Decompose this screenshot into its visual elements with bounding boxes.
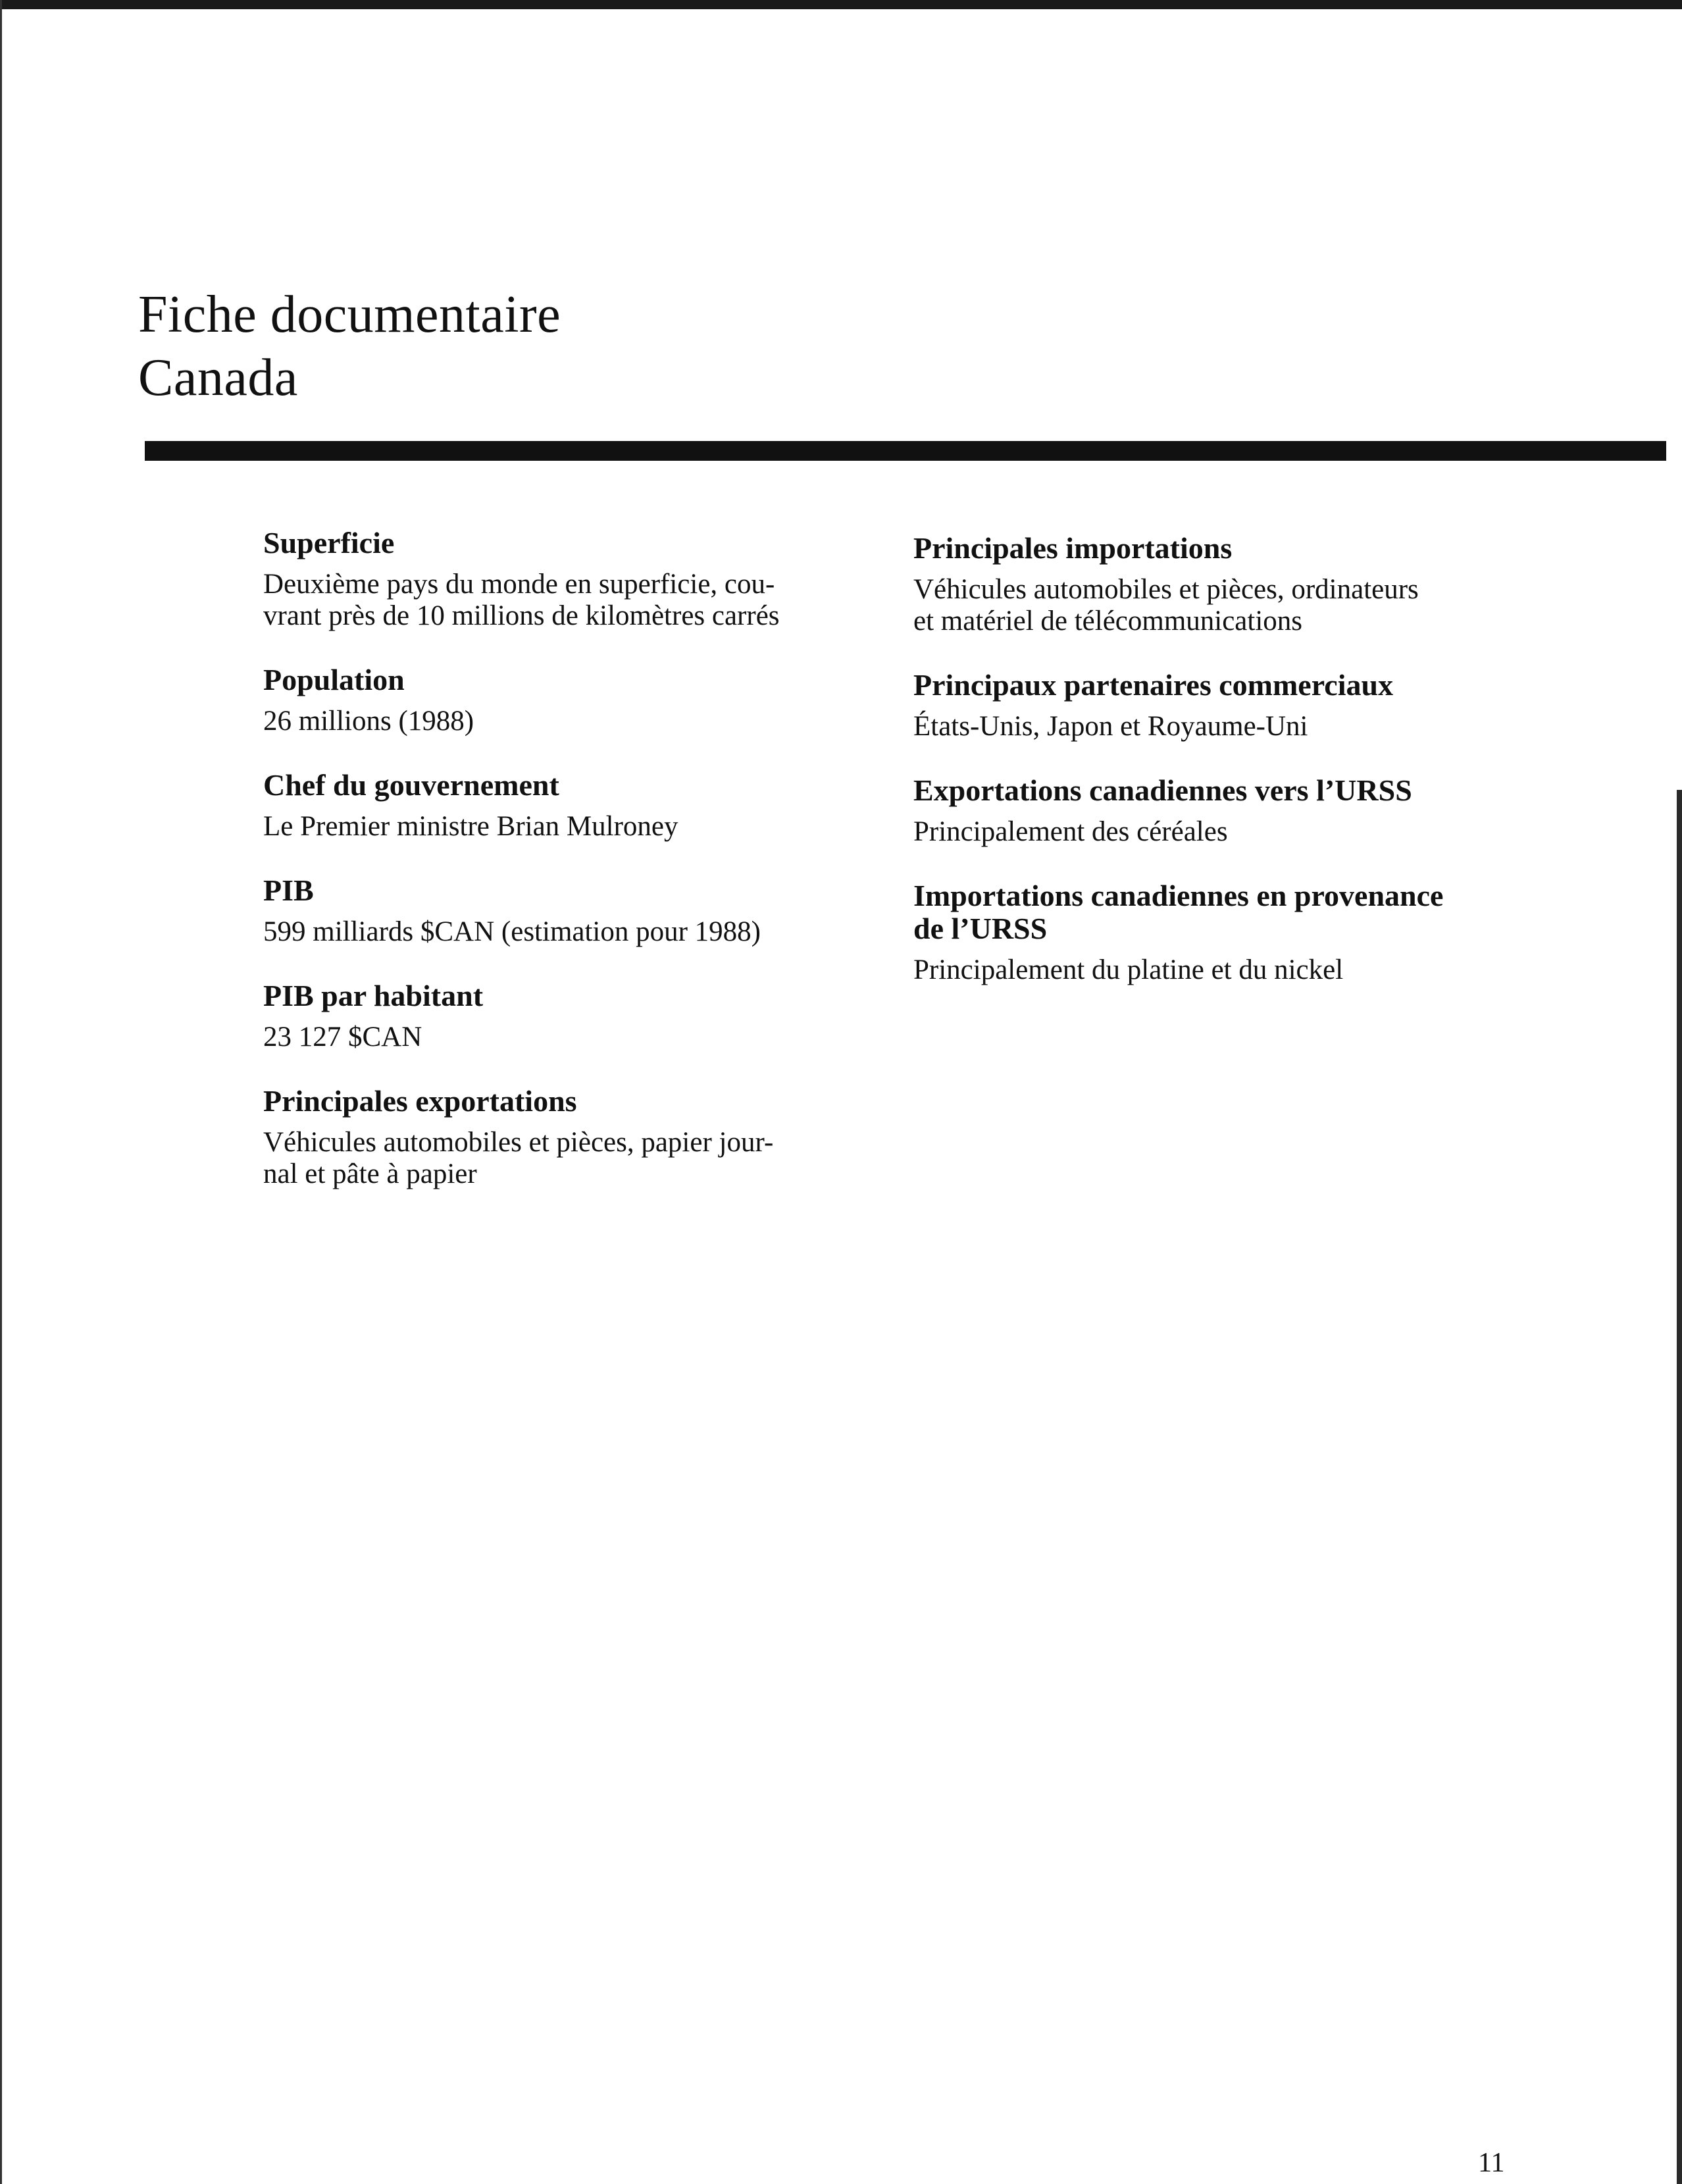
entry-heading: Chef du gouvernement bbox=[263, 768, 559, 802]
entry-pib bbox=[263, 874, 895, 948]
entry-text: 599 milliards $CAN (estimation pour 1988) bbox=[263, 916, 761, 947]
right-page-edge bbox=[1677, 790, 1682, 2184]
title-line-2: Canada bbox=[138, 349, 298, 407]
entry-text: 26 millions (1988) bbox=[263, 706, 474, 737]
entry-exportations-urss bbox=[913, 774, 1598, 848]
top-border bbox=[0, 0, 1682, 9]
entry-principales-importations bbox=[913, 532, 1598, 637]
entry-text: États-Unis, Japon et Royaume-Uni bbox=[913, 711, 1308, 742]
right-column bbox=[913, 532, 1598, 1018]
entry-superficie bbox=[263, 527, 895, 632]
entry-text: Véhicules automobiles et pièces, papier jour- bbox=[263, 1127, 774, 1158]
entry-importations-urss bbox=[913, 879, 1598, 986]
title-line-1: Fiche documentaire bbox=[138, 286, 561, 344]
entry-heading: Superficie bbox=[263, 526, 395, 559]
entry-text: Principalement des céréales bbox=[913, 816, 1228, 847]
entry-heading: Principales exportations bbox=[263, 1084, 577, 1118]
entry-text: nal et pâte à papier bbox=[263, 1158, 477, 1189]
entry-pib-par-habitant bbox=[263, 979, 895, 1053]
header-rule bbox=[145, 441, 1666, 461]
page-number: 11 bbox=[1478, 2148, 1505, 2178]
page-title bbox=[138, 283, 1059, 409]
entry-heading-line-2: de l’URSS bbox=[913, 912, 1048, 945]
entry-population bbox=[263, 663, 895, 737]
entry-heading: Exportations canadiennes vers l’URSS bbox=[913, 773, 1412, 807]
entry-principales-exportations bbox=[263, 1085, 895, 1190]
entry-text: Principalement du platine et du nickel bbox=[913, 954, 1344, 985]
entry-heading: PIB bbox=[263, 873, 314, 907]
left-column bbox=[263, 527, 895, 1222]
entry-text: Deuxième pays du monde en superficie, cou- bbox=[263, 569, 775, 600]
entry-text: 23 127 $CAN bbox=[263, 1022, 422, 1053]
entry-principaux-partenaires bbox=[913, 669, 1598, 742]
entry-text: Véhicules automobiles et pièces, ordinateurs bbox=[913, 574, 1419, 605]
entry-text: et matériel de télécommunications bbox=[913, 606, 1303, 637]
entry-text: vrant près de 10 millions de kilomètres carrés bbox=[263, 600, 780, 631]
entry-heading: PIB par habitant bbox=[263, 979, 484, 1012]
left-page-edge bbox=[0, 0, 2, 2184]
entry-heading: Population bbox=[263, 663, 405, 696]
entry-heading: Principales importations bbox=[913, 531, 1233, 565]
entry-heading: Principaux partenaires commerciaux bbox=[913, 668, 1394, 702]
entry-text: Le Premier ministre Brian Mulroney bbox=[263, 811, 678, 842]
entry-heading-line-1: Importations canadiennes en provenance bbox=[913, 879, 1444, 912]
entry-chef-du-gouvernement bbox=[263, 769, 895, 843]
